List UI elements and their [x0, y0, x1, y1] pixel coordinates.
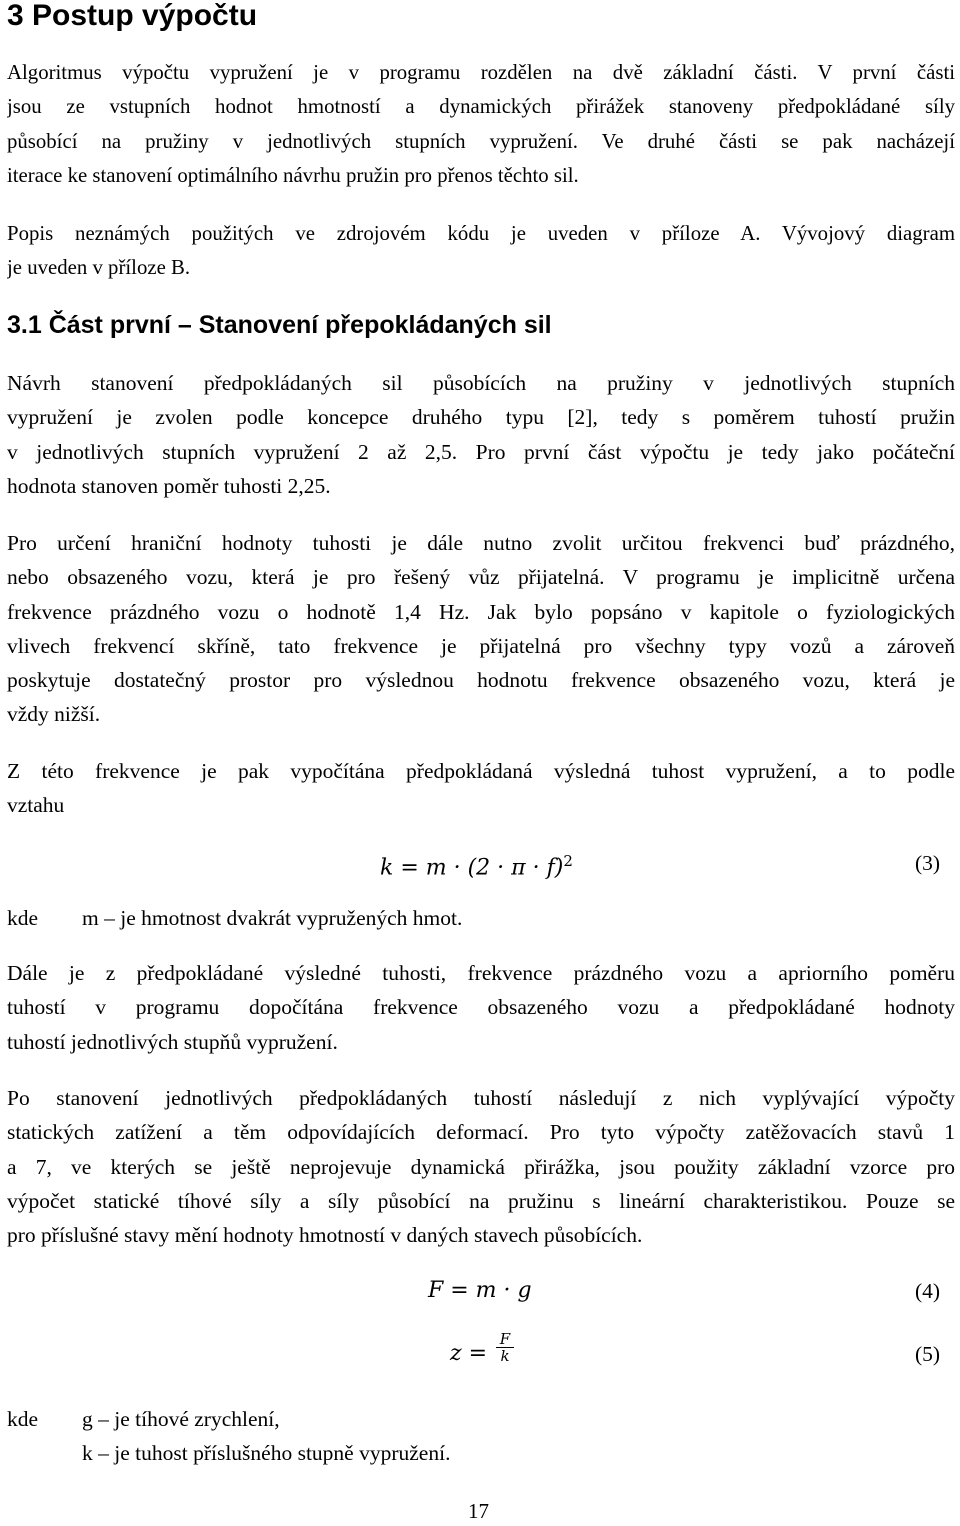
paragraph-stiffness-formula-intro — [7, 754, 955, 823]
variable-definition: m – je hmotnost dvakrát vypružených hmot. — [82, 906, 463, 930]
text-line: vždy nižší. — [7, 702, 101, 727]
equation-3-body: k = m · (2 · π · f) — [380, 855, 564, 881]
text-line: statických zatížení a těm odpovídajících deformací. Pro tyto výpočty zatěžovacích stavů 1 — [7, 1120, 955, 1145]
equation-4: F = m · g — [428, 1278, 532, 1303]
text-line: hodnota stanoven poměr tuhosti 2,25. — [7, 473, 331, 498]
paragraph-algorithm-overview — [7, 56, 955, 193]
text-line: vlivech frekvencí skříně, tato frekvence je přijatelná pro všechny typy vozů a zároveň — [7, 633, 955, 658]
where-label: kde — [7, 906, 39, 930]
fraction-numerator: F — [499, 1330, 511, 1348]
equation-5-number: (5) — [915, 1342, 941, 1366]
text-line: Dále je z předpokládané výsledné tuhosti, frekvence prázdného vozu a apriorního poměru — [7, 961, 955, 985]
text-line: Popis neznámých použitých ve zdrojovém kódu je uveden v příloze A. Vývojový diagram — [7, 222, 955, 245]
text-line: Po stanovení jednotlivých předpokládaných tuhostí následují z nich vyplývající výpočty — [7, 1086, 955, 1110]
text-line: iterace ke stanovení optimálního návrhu pružin pro přenos těchto sil. — [7, 163, 579, 187]
text-line: pro příslušné stavy mění hodnoty hmotností v daných stavech působících. — [7, 1223, 643, 1248]
equation-3-exponent: 2 — [563, 852, 573, 870]
text-line: vztahu — [7, 793, 65, 818]
equation-4-number: (4) — [915, 1279, 941, 1303]
section-heading: 3 Postup výpočtu — [7, 0, 258, 32]
text-line: vypružení je zvolen podle koncepce druhého typu [2], tedy s poměrem tuhostí pružin — [7, 405, 955, 430]
paragraph-computed-stiffness — [7, 956, 955, 1059]
equation-5-lhs: z = — [450, 1341, 488, 1366]
equation-3 — [380, 846, 573, 883]
text-line: v jednotlivých stupních vypružení 2 až 2,5. Pro první část výpočtu je tedy jako počáteční — [7, 439, 955, 464]
text-line: Z této frekvence je pak vypočítána předpokládaná výsledná tuhost vypružení, a to podle — [7, 759, 955, 783]
text-line: výpočet statické tíhové síly a síly působící na pružinu s lineární charakteristikou. Pouze se — [7, 1188, 955, 1213]
paragraph-appendix-references — [7, 217, 955, 286]
text-line: působící na pružiny v jednotlivých stupních vypružení. Ve druhé části se pak nacházejí — [7, 129, 955, 153]
variable-definition: g – je tíhové zrychlení, — [82, 1407, 280, 1431]
text-line: frekvence prázdného vozu o hodnotě 1,4 Hz. Jak bylo popsáno v kapitole o fyziologických — [7, 599, 955, 624]
text-line: je uveden v příloze B. — [7, 256, 191, 280]
page-number: 17 — [468, 1499, 489, 1523]
fraction-denominator: k — [500, 1347, 510, 1365]
text-line: tuhostí jednotlivých stupňů vypružení. — [7, 1029, 338, 1054]
text-line: tuhostí v programu dopočítána frekvence obsazeného vozu a předpokládané hodnoty — [7, 995, 955, 1020]
where-label: kde — [7, 1407, 39, 1431]
equation-5-fraction — [496, 1331, 514, 1364]
paragraph-static-loads — [7, 1081, 955, 1252]
equation-3-number: (3) — [915, 851, 941, 875]
subsection-heading: 3.1 Část první – Stanovení přepokládaných sil — [7, 311, 552, 339]
text-line: Algoritmus výpočtu vypružení je v programu rozdělen na dvě základní části. V první části — [7, 61, 955, 84]
paragraph-force-design — [7, 366, 955, 503]
text-line: a 7, ve kterých se ještě neprojevuje dynamická přirážka, jsou použity základní vzorce pro — [7, 1154, 955, 1179]
text-line: nebo obsazeného vozu, která je pro řešený vůz přijatelná. V programu je implicitně určena — [7, 565, 955, 590]
text-line: jsou ze vstupních hodnot hmotností a dynamických přirážek stanoveny předpokládané síly — [7, 95, 955, 119]
paragraph-frequency-limit — [7, 526, 955, 732]
text-line: poskytuje dostatečný prostor pro výslednou hodnotu frekvence obsazeného vozu, která je — [7, 668, 955, 693]
text-line: Návrh stanovení předpokládaných sil působících na pružiny v jednotlivých stupních — [7, 371, 955, 395]
text-line: Pro určení hraniční hodnoty tuhosti je dále nutno zvolit určitou frekvenci buď prázdného, — [7, 531, 955, 555]
variable-definition: k – je tuhost příslušného stupně vypružení. — [82, 1441, 451, 1465]
